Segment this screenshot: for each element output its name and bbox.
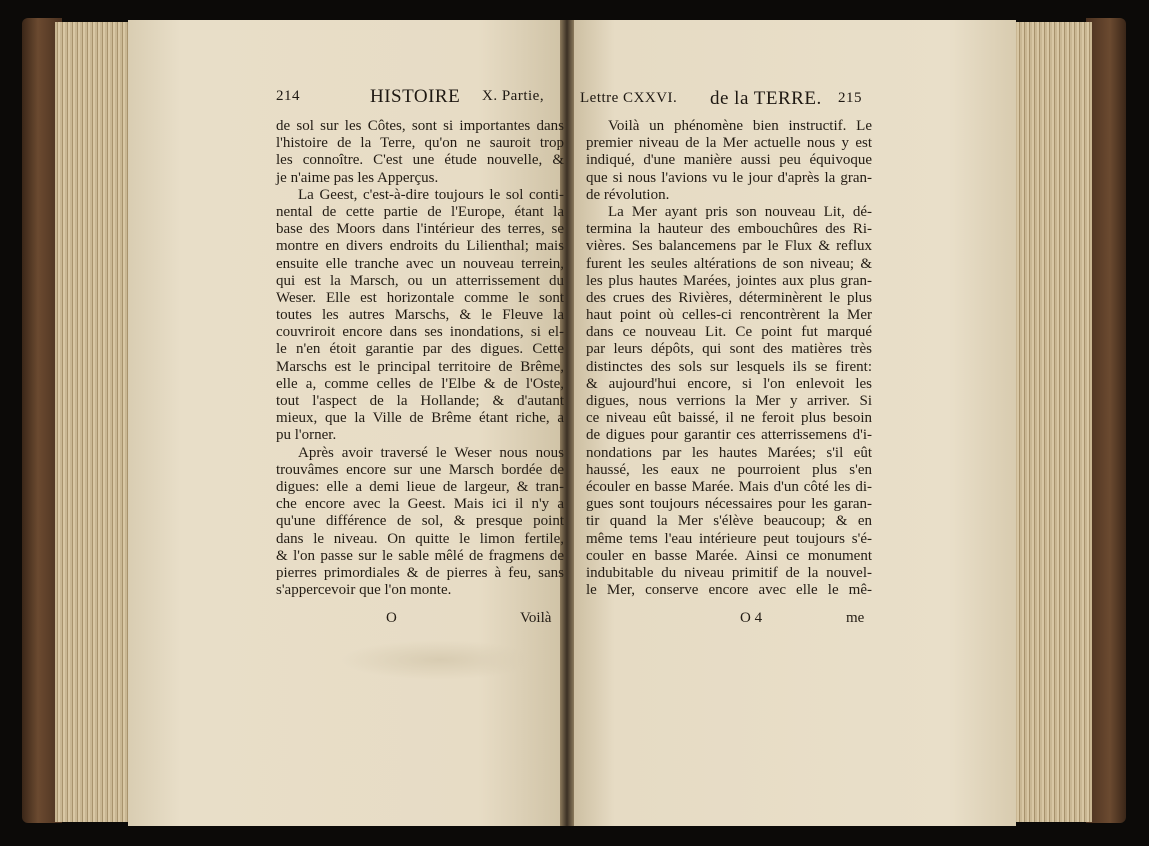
- text-line: gues sont toujours nécessaires pour les garan-: [586, 496, 872, 513]
- text-line: tir quand la Mer s'élève beaucoup; & en: [586, 513, 872, 530]
- text-line: l'histoire de la Terre, qu'on ne sauroit trop: [276, 135, 564, 152]
- text-line: elle a, comme celles de l'Elbe & de l'Oste,: [276, 375, 564, 392]
- text-line: premier niveau de la Mer actuelle nous y est: [586, 135, 872, 152]
- text-line: ce niveau eût baissé, il ne feroit plus besoin: [586, 410, 872, 427]
- text-line: que si nous l'avions vu le jour d'après la gran-: [586, 169, 872, 186]
- text-line: couler en basse Marée. Ainsi ce monument: [586, 547, 872, 564]
- text-line: che encore avec la Geest. Mais ici il n'y a: [276, 496, 564, 513]
- text-line: vières. Ses balancemens par le Flux & reflux: [586, 238, 872, 255]
- text-line: nondations par les hautes Marées; s'il eût: [586, 444, 872, 461]
- text-line: montre en divers endroits du Lilienthal; mais: [276, 238, 564, 255]
- text-line: les connoître. C'est une étude nouvelle, &: [276, 152, 564, 169]
- text-line: indiqué, d'une manière aussi peu équivoque: [586, 152, 872, 169]
- text-line: qu'une différence de sol, & presque point: [276, 513, 564, 530]
- right-catchword: me: [846, 610, 865, 626]
- text-line: Après avoir traversé le Weser nous nous: [298, 444, 564, 461]
- text-line: La Mer ayant pris son nouveau Lit, dé-: [608, 203, 872, 220]
- text-line: toutes les autres Marschs, & le Fleuve la: [276, 307, 564, 324]
- text-line: couvriroit encore dans ses inondations, si el-: [276, 324, 564, 341]
- left-body-text: [276, 118, 564, 599]
- left-signature-mark: O: [386, 610, 397, 626]
- text-line: s'appercevoir que l'on monte.: [276, 582, 452, 599]
- text-line: les plus hautes Marées, jointes aux plus gran-: [586, 272, 872, 289]
- text-line: dans le niveau. On quitte le limon fertile,: [276, 530, 564, 547]
- right-body-text: [586, 118, 872, 599]
- text-line: tout l'aspect de la Hollande; & d'autant: [276, 393, 564, 409]
- right-signature-mark: O 4: [740, 610, 763, 626]
- text-line: nental de cette partie de l'Europe, étant la: [276, 203, 564, 220]
- text-line: dans ce nouveau Lit. Ce point fut marqué: [586, 324, 872, 341]
- text-line: le n'en étoit garantie par des digues. Cette: [276, 341, 564, 358]
- text-line: furent les seules altérations de son niveau; &: [586, 255, 872, 272]
- text-line: mieux, que la Ville de Brême étant riche, a: [276, 410, 564, 427]
- text-line: Voilà un phénomène bien instructif. Le: [608, 118, 872, 134]
- right-section-title: Lettre CXXVI.: [580, 90, 678, 106]
- text-line: termina la hauteur des embouchûres des Ri-: [586, 221, 872, 238]
- left-running-title: HISTOIRE: [370, 86, 461, 107]
- text-line: qui est la Marsch, ou un atterrissement du: [276, 272, 564, 289]
- text-line: des crues des Rivières, déterminèrent le plus: [586, 289, 872, 306]
- text-line: base des Moors dans l'intérieur des terres, se: [276, 221, 564, 238]
- text-line: par leurs dépôts, qui sont des matières très: [586, 341, 872, 358]
- text-line: indubitable du niveau primitif de la nouvel-: [586, 564, 872, 581]
- text-line: trouvâmes encore sur une Marsch bordée de: [276, 461, 564, 478]
- page-edges-right: [1012, 22, 1092, 822]
- right-running-header: [580, 66, 872, 109]
- left-section-title: X. Partie,: [482, 88, 545, 104]
- text-line: le Mer, conserve encore avec elle le mê-: [586, 582, 872, 599]
- text-line: haussé, les eaux ne pourroient plus s'en: [586, 461, 872, 478]
- text-line: de révolution.: [586, 186, 670, 203]
- text-line: de sol sur les Côtes, sont si importantes dans: [276, 118, 564, 134]
- page-edges-left: [55, 22, 133, 822]
- text-line: écouler en basse Marée. Mais d'un côté les di-: [586, 478, 872, 495]
- book-binding-right: [1086, 18, 1126, 823]
- right-running-title: de la TERRE.: [710, 88, 822, 109]
- text-line: même tems l'eau intérieure peut toujours s'é-: [586, 530, 872, 547]
- text-line: je n'aime pas les Apperçus.: [276, 169, 439, 186]
- ink-bleed: [340, 640, 540, 680]
- text-line: La Geest, c'est-à-dire toujours le sol conti-: [298, 186, 564, 203]
- text-line: pu l'orner.: [276, 427, 337, 444]
- text-line: Marschs est le principal territoire de Brême,: [276, 358, 564, 375]
- left-catchword: Voilà: [520, 610, 552, 626]
- text-line: pierres primordiales & de pierres à feu, sans: [276, 564, 564, 581]
- left-page-number: 214: [276, 88, 300, 104]
- text-line: de digues pour garantir ces atterrissemens d'i-: [586, 427, 872, 444]
- text-line: haut point où celles-ci rencontrèrent la Mer: [586, 307, 872, 324]
- text-line: & l'on passe sur le sable mêlé de fragmens de: [276, 547, 564, 564]
- text-line: digues: elle a demi lieue de largeur, & tran-: [276, 478, 564, 495]
- text-line: distinctes des sols sur lesquels ils se firent:: [586, 358, 872, 375]
- text-line: & aujourd'hui encore, si l'on enlevoit les: [586, 375, 872, 392]
- left-running-header: [276, 66, 568, 106]
- right-page-number: 215: [838, 90, 862, 106]
- text-line: Weser. Elle est horizontale comme le sont: [276, 289, 564, 306]
- text-line: digues, nous verrions la Mer y arriver. Si: [586, 393, 872, 409]
- text-line: ensuite elle tranche avec un nouveau terrein,: [276, 255, 564, 272]
